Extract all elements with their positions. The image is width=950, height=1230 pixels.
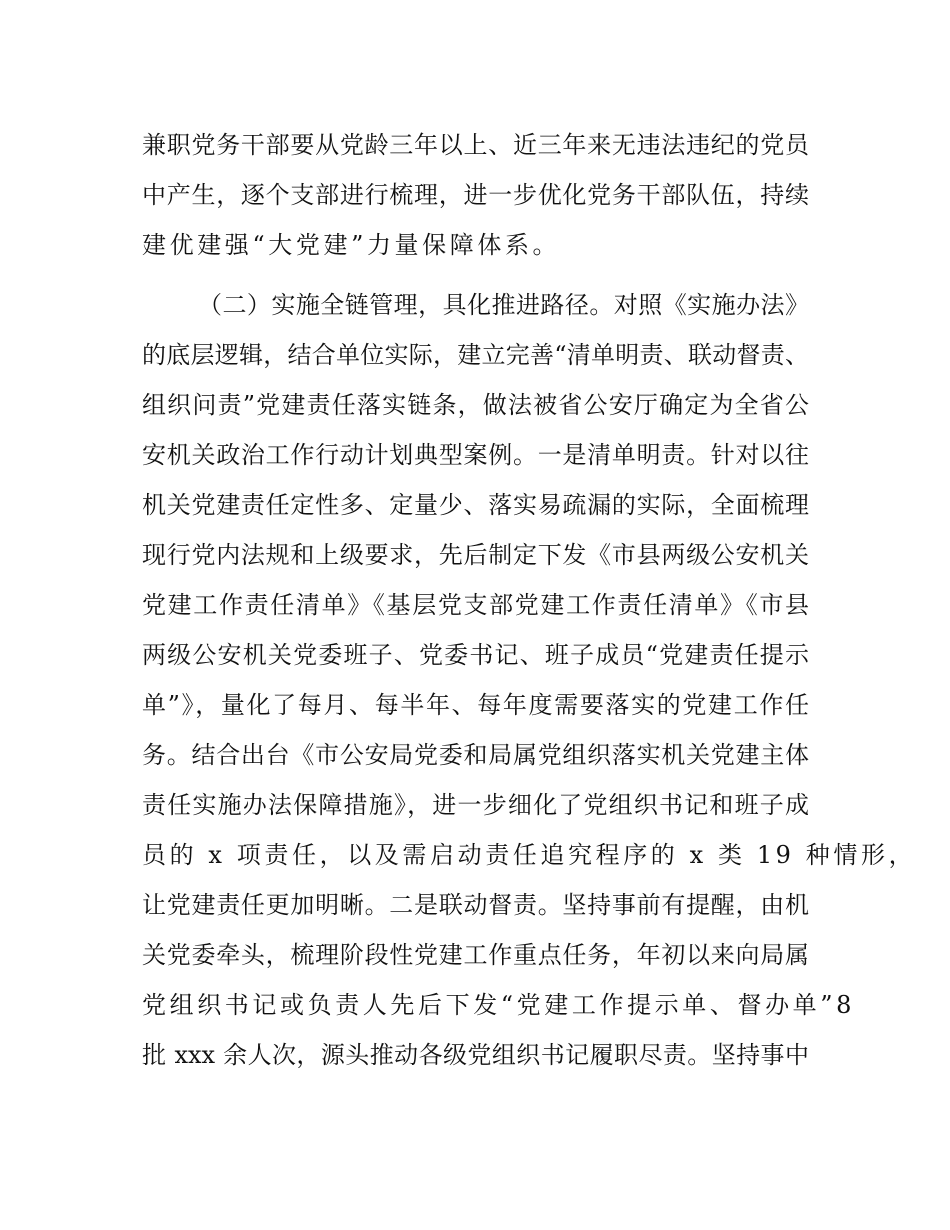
text-line: 中产生，逐个支部进行梳理，进一步优化党务干部队伍，持续: [142, 181, 809, 209]
text-line: 兼职党务干部要从党龄三年以上、近三年来无违法违纪的党员: [142, 131, 809, 159]
text-line: 责任实施办法保障措施》，进一步细化了党组织书记和班子成: [142, 791, 809, 819]
section-heading-line: （二）实施全链管理，具化推进路径。对照《实施办法》: [198, 291, 809, 319]
text-line: 员的 x 项责任，以及需启动责任追究程序的 x 类 19 种情形，: [142, 841, 917, 869]
text-line: 让党建责任更加明晰。二是联动督责。坚持事前有提醒，由机: [142, 891, 809, 919]
text-line: 现行党内法规和上级要求，先后制定下发《市县两级公安机关: [142, 541, 809, 569]
text-line: 务。结合出台《市公安局党委和局属党组织落实机关党建主体: [142, 741, 809, 769]
text-line: 单”》，量化了每月、每半年、每年度需要落实的党建工作任: [142, 691, 809, 719]
text-line: 组织问责”党建责任落实链条，做法被省公安厅确定为全省公: [142, 391, 809, 419]
text-line: 党组织书记或负责人先后下发“党建工作提示单、督办单”8: [142, 991, 856, 1019]
text-line: 关党委牵头，梳理阶段性党建工作重点任务，年初以来向局属: [142, 941, 809, 969]
text-line: 安机关政治工作行动计划典型案例。一是清单明责。针对以往: [142, 441, 809, 469]
text-line: 建优建强“大党建”力量保障体系。: [142, 231, 561, 259]
text-line: 批 xxx 余人次，源头推动各级党组织书记履职尽责。坚持事中: [142, 1041, 809, 1069]
text-line: 的底层逻辑，结合单位实际，建立完善“清单明责、联动督责、: [142, 341, 809, 369]
text-line: 党建工作责任清单》《基层党支部党建工作责任清单》《市县: [142, 591, 809, 619]
text-line: 两级公安机关党委班子、党委书记、班子成员“党建责任提示: [142, 641, 809, 669]
text-line: 机关党建责任定性多、定量少、落实易疏漏的实际，全面梳理: [142, 491, 809, 519]
